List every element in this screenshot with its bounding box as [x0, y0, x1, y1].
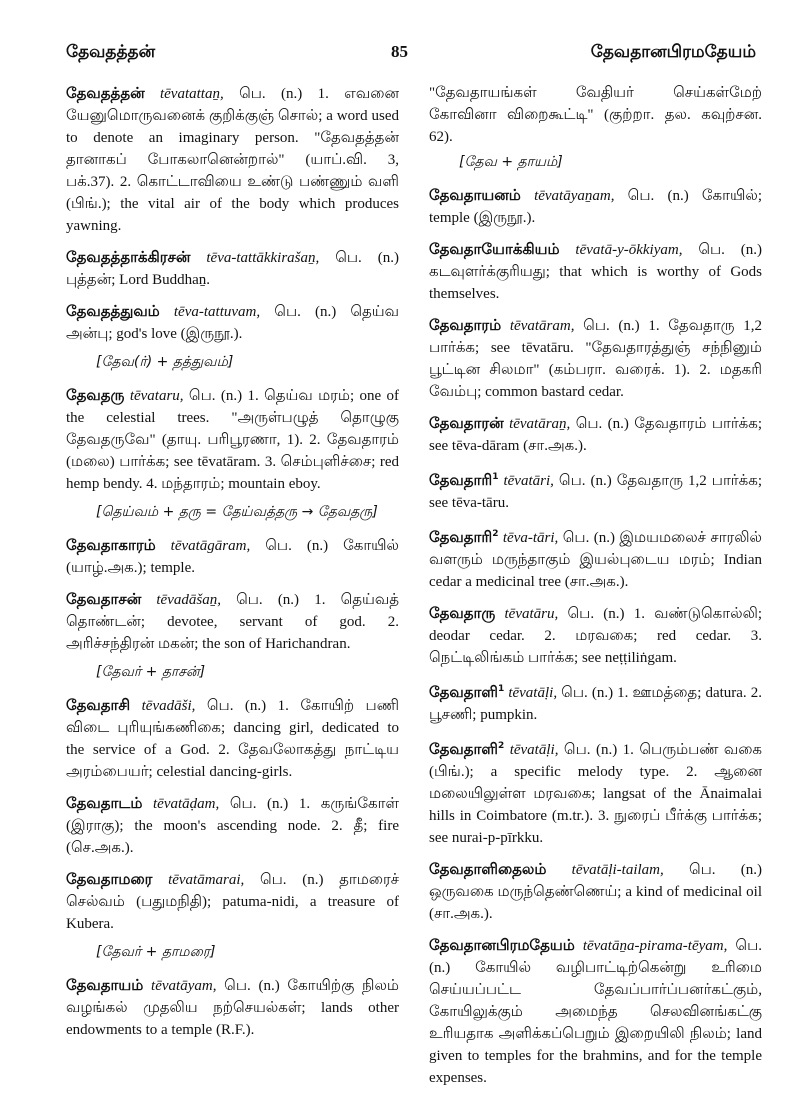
entry-definition: பெ. (n.) ஒருவகை மருந்தெண்ணெய்; a kind of medicinal oil (சா.அக.).	[429, 862, 763, 922]
two-column-body	[66, 82, 762, 1098]
entry-transliteration: tēvatāṉa-pirama-tēyam,	[582, 938, 728, 954]
entry-headword: தேவதத்தன்	[66, 84, 145, 102]
dictionary-entry	[429, 602, 762, 669]
dictionary-entry	[429, 238, 762, 305]
entry-headword: தேவதாளிதைலம்	[429, 860, 547, 878]
dictionary-entry	[66, 868, 399, 935]
entry-definition: பெ. (n.) கோயில் (யாழ்.அக.); temple.	[66, 538, 400, 576]
entry-headword: தேவதானபிரமதேயம்	[429, 936, 575, 954]
entry-definition: பெ. (n.) தேவதாரு 1,2 பார்க்க; see tēva-tāru.	[429, 473, 762, 511]
entry-headword: தேவதாசன்	[66, 590, 142, 608]
entry-definition: பெ. (n.) தெய்வ அன்பு; god's love (இருநூ.).	[66, 304, 400, 342]
entry-transliteration: tēvatāru,	[504, 606, 559, 622]
entry-transliteration: tēva-tattākkirašaṉ,	[206, 250, 320, 266]
entry-headword: தேவதாயனம்	[429, 186, 521, 204]
entry-headword: தேவதாளி	[429, 740, 498, 758]
entry-definition: பெ. (n.) 1. கோயிற் பணி விடை புரியுங்கணிகை; dancing girl, dedicated to the service of a God. 2. தேவலோகத்து நாட்டிய அரம்பையர்; celestial dancing-girls.	[66, 698, 400, 780]
etymology-note: [தேவர் + தாமரை]	[96, 944, 216, 960]
entry-definition: பெ. (n.) புத்தன்; Lord Buddhaṉ.	[66, 250, 399, 288]
dictionary-entry	[429, 523, 762, 593]
left-column	[66, 82, 399, 1098]
entry-headword: தேவதாரு	[429, 604, 496, 622]
header-left-guideword: தேவதத்தன்	[66, 42, 156, 62]
dictionary-entry	[66, 534, 399, 579]
dictionary-entry	[66, 974, 399, 1041]
entry-headword: தேவதாகாரம்	[66, 536, 156, 554]
entry-transliteration: tēva-tattuvam,	[173, 304, 261, 320]
dictionary-entry	[66, 246, 399, 291]
dictionary-entry	[429, 314, 762, 403]
entry-transliteration: tēvatāḷi,	[509, 742, 559, 758]
entry-transliteration: tēvatāyam,	[151, 978, 217, 994]
entry-transliteration: tēvatāmarai,	[168, 872, 245, 888]
entry-transliteration: tēvatāri,	[503, 473, 554, 489]
page-header	[66, 42, 762, 72]
entry-transliteration: tēvadāšaṉ,	[156, 592, 221, 608]
dictionary-entry	[66, 694, 399, 783]
dictionary-entry	[429, 466, 762, 514]
entry-headword: தேவதாயம்	[66, 976, 144, 994]
header-right-guideword: தேவதானபிரமதேயம்	[590, 42, 756, 62]
entry-definition: பெ. (n.) 1. கருங்கோள் (இராகு); the moon's ascending node. 2. தீ; fire (செ.அக.).	[66, 796, 399, 856]
entry-definition: பெ. (n.) கோயில் வழிபாட்டிற்கென்று உரிமை செய்யப்பட்ட தேவப்பார்ப்பனர்கட்கும், கோயிலுக்கும் அமைந்த செலவினங்கட்கு உரியதாக அளிக்கப்பெறும் இறையிலி நிலம்; land given to temples for the brahmins, and for the temple expenses.	[429, 938, 763, 1086]
entry-headword: தேவதத்துவம்	[66, 302, 160, 320]
entry-definition: பெ. (n.) 1. தேவதாரு 1,2 பார்க்க; see tēvatāru. "தேவதாரத்துஞ் சந்நினும் பூட்டின சிலமா" (கம்பரா. வரைக். 1). 2. மதகரி வேம்பு; common bastard cedar.	[429, 318, 762, 400]
entry-transliteration: tēvatāḷi,	[508, 685, 558, 701]
homonym-number: 2	[497, 741, 505, 751]
entry-definition: பெ. (n.) 1. ஊமத்தை; datura. 2. பூசணி; pumpkin.	[429, 685, 763, 723]
entry-transliteration: tēva-tāri,	[502, 530, 559, 546]
entry-definition: பெ. (n.) கடவுளர்க்குரியது; that which is worthy of Gods themselves.	[429, 242, 763, 302]
dictionary-entry	[429, 735, 762, 849]
entry-transliteration: tēvatattaṉ,	[159, 86, 224, 102]
entry-transliteration: tēvatāḷi-tailam,	[571, 862, 664, 878]
entry-definition: பெ. (n.) தேவதாரம் பார்க்க; see tēva-dāram (சா.அக.).	[429, 416, 763, 454]
entry-definition: பெ. (n.) 1. வண்டுகொல்லி; deodar cedar. 2. மரவகை; red cedar. 3. நெட்டிலிங்கம் பார்க்க; see neṭṭiliṅgam.	[429, 606, 763, 666]
dictionary-entry	[429, 184, 762, 229]
entry-headword: தேவதாரம்	[429, 316, 502, 334]
entry-transliteration: tēvatāḍam,	[153, 796, 220, 812]
dictionary-entry	[66, 588, 399, 655]
page-number: 85	[391, 42, 408, 61]
continued-quotation: "தேவதாயங்கள் வேதியர் செய்கள்மேற் கோவினா விறைகூட்டி" (குற்றா. தல. கவுற்சன. 62).	[429, 85, 762, 145]
entry-transliteration: tēvatāgāram,	[170, 538, 251, 554]
etymology-note: [தேவ + தாயம்]	[459, 154, 563, 170]
entry-headword: தேவதாசி	[66, 696, 131, 714]
entry-headword: தேவதரு	[66, 386, 125, 404]
dictionary-entry	[66, 300, 399, 345]
dictionary-entry	[429, 678, 762, 726]
entry-transliteration: tēvataru,	[129, 388, 184, 404]
entry-headword: தேவதாளி	[429, 683, 498, 701]
dictionary-entry	[66, 82, 399, 237]
entry-definition: பெ. (n.) 1. தெய்வத் தொண்டன்; devotee, servant of god. 2. அரிச்சந்திரன் மகன்; the son of Harichandran.	[66, 592, 400, 652]
right-column	[429, 82, 762, 1098]
homonym-number: 2	[492, 529, 499, 539]
dictionary-entry	[429, 858, 762, 925]
entry-definition: பெ. (n.) கோயில்; temple (இருநூ.).	[429, 188, 762, 226]
etymology-note: [தெய்வம் + தரு = தேய்வத்தரு → தேவதரு]	[96, 504, 378, 520]
dictionary-entry	[66, 792, 399, 859]
dictionary-entry	[429, 934, 762, 1089]
entry-headword: தேவதாரி	[429, 528, 493, 546]
entry-headword: தேவதத்தாக்கிரசன்	[66, 248, 191, 266]
entry-headword: தேவதாமரை	[66, 870, 153, 888]
entry-definition: பெ. (n.) தாமரைச் செல்வம் (பதுமநிதி); patuma-nidi, a treasure of Kubera.	[66, 872, 400, 932]
entry-transliteration: tēvatāyaṉam,	[534, 188, 615, 204]
entry-transliteration: tēvatā-y-ōkkiyam,	[575, 242, 683, 258]
entry-definition: பெ. (n.) கோயிற்கு நிலம் வழங்கல் முதலிய நற்செயல்கள்; lands other endowments to a temple (R.F.).	[66, 978, 400, 1038]
entry-transliteration: tēvatāram,	[509, 318, 575, 334]
homonym-number: 1	[492, 472, 499, 482]
entry-transliteration: tēvatāraṉ,	[509, 416, 571, 432]
entry-transliteration: tēvadāši,	[141, 698, 196, 714]
entry-definition: பெ. (n.) 1. பெரும்பண் வகை (பிங்.); a specific melody type. 2. ஆனை மலையிலுள்ள மரவகை; langsat of the Ānaimalai hills in Coimbatore (m.tr.). 3. நுரைப் பீர்க்கு பார்க்க; see nurai-p-pīrkku.	[429, 742, 763, 846]
entry-headword: தேவதாயோக்கியம்	[429, 240, 560, 258]
etymology-note: [தேவர் + தாசன்]	[96, 664, 206, 680]
entry-headword: தேவதாரி	[429, 471, 493, 489]
entry-definition: பெ. (n.) 1. தெய்வ மரம்; one of the celestial trees. "அருள்பழுத் தொழுகு தேவதருவே" (தாயு. பரிபூரணா, 1). 2. தேவதாரம் (மலை) பார்க்க; see tēvatāram. 3. செம்புளிச்சை; red hemp bendy. 4. மந்தாரம்; mountain eboy.	[66, 388, 400, 492]
dictionary-entry	[429, 412, 762, 457]
entry-definition: பெ. (n.) 1. எவனை யேனுமொருவனைக் குறிக்குஞ் சொல்; a word used to denote an imaginary person. "தேவதத்தன் தானாகப் போகலானென்றால்" (யாப்.வி. 3, பக்.37). 2. கொட்டாவியை உண்டு பண்ணும் வளி (பிங்.); the vital air of the body which produces yawning.	[66, 86, 399, 234]
entry-definition: பெ. (n.) இமயமலைச் சாரலில் வளரும் மருந்தாகும் இயல்புடைய மரம்; Indian cedar a medicinal tree (சா.அக.).	[429, 530, 763, 590]
entry-headword: தேவதாடம்	[66, 794, 143, 812]
homonym-number: 1	[497, 684, 505, 694]
entry-headword: தேவதாரன்	[429, 414, 504, 432]
etymology-note: [தேவ(ர்) + தத்துவம்]	[96, 354, 234, 370]
dictionary-entry	[66, 384, 399, 495]
